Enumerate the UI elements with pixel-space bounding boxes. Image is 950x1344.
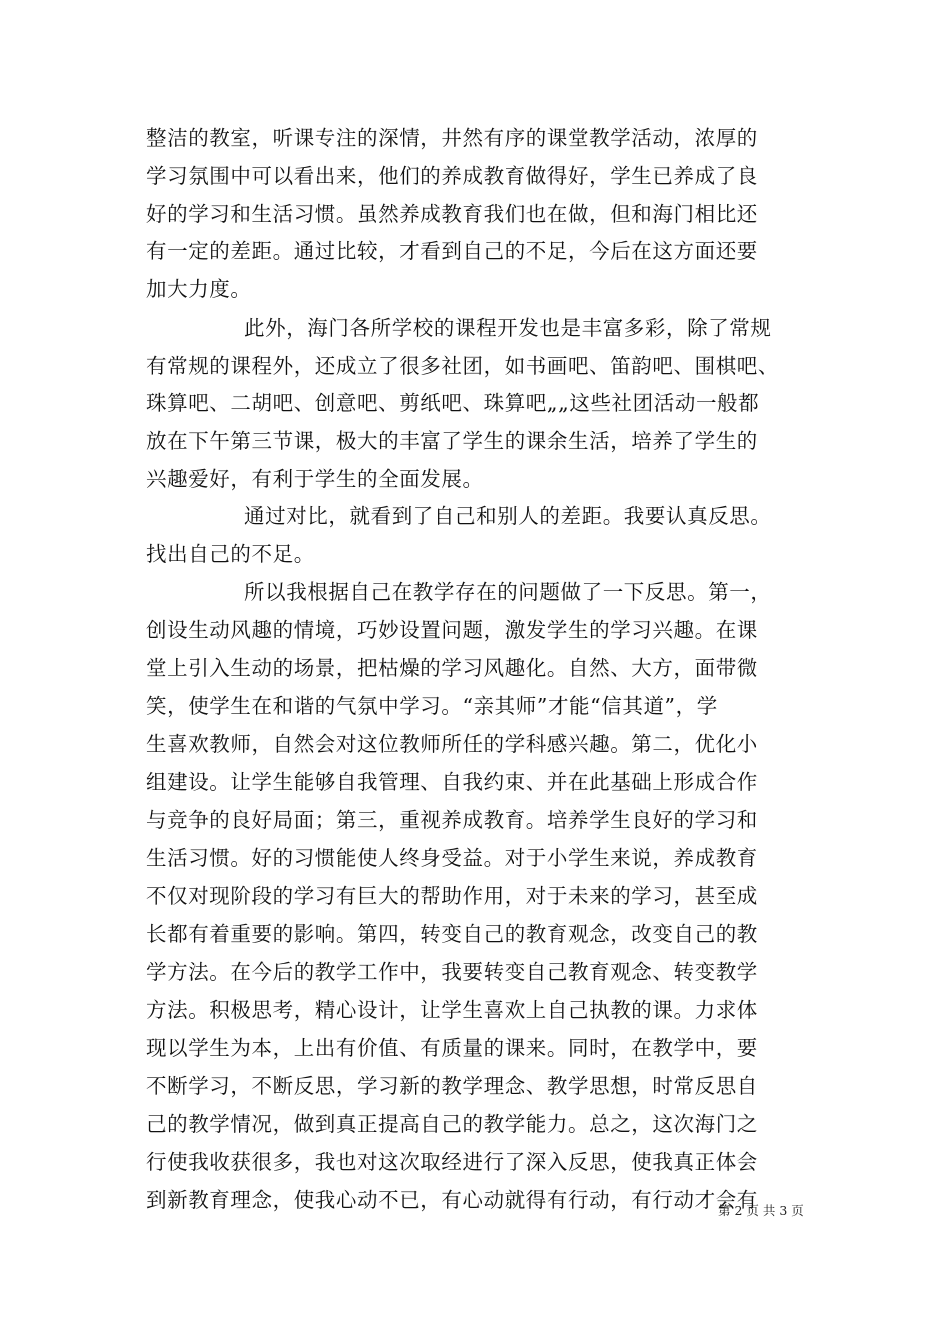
- body-text-line: 整洁的教室，听课专注的深情，井然有序的课堂教学活动，浓厚的: [146, 126, 758, 150]
- body-text-line: 放在下午第三节课，极大的丰富了学生的课余生活，培养了学生的: [146, 429, 758, 453]
- body-text-line: 方法。积极思考，精心设计，让学生喜欢上自己执教的课。力求体: [146, 998, 758, 1022]
- body-text-line: 长都有着重要的影响。第四，转变自己的教育观念，改变自己的教: [146, 922, 758, 946]
- body-text-line: 不仅对现阶段的学习有巨大的帮助作用，对于未来的学习，甚至成: [146, 884, 758, 908]
- page-number-footer: 第 2 页 共 3 页: [718, 1203, 804, 1218]
- body-text-line: 珠算吧、二胡吧、创意吧、剪纸吧、珠算吧„„这些社团活动一般都: [146, 391, 760, 415]
- body-text-line: 笑，使学生在和谐的气氛中学习。“亲其师”才能“信其道”，学: [146, 694, 718, 718]
- body-text-line: 找出自己的不足。: [146, 542, 315, 566]
- body-text-line: 不断学习，不断反思，学习新的教学理念、教学思想，时常反思自: [146, 1074, 758, 1098]
- paragraph-start-line: 所以我根据自己在教学存在的问题做了一下反思。第一，: [244, 580, 772, 604]
- body-text-line: 学方法。在今后的教学工作中，我要转变自己教育观念、转变教学: [146, 960, 758, 984]
- body-text-line: 创设生动风趣的情境，巧妙设置问题，激发学生的学习兴趣。在课: [146, 618, 758, 642]
- body-text-line: 到新教育理念，使我心动不已，有心动就得有行动，有行动才会有: [146, 1188, 758, 1212]
- body-text-line: 己的教学情况，做到真正提高自己的教学能力。总之，这次海门之: [146, 1112, 758, 1136]
- body-text-line: 生喜欢教师，自然会对这位教师所任的学科感兴趣。第二，优化小: [146, 732, 758, 756]
- body-text-line: 好的学习和生活习惯。虽然养成教育我们也在做，但和海门相比还: [146, 202, 758, 226]
- body-text-line: 有常规的课程外，还成立了很多社团，如书画吧、笛韵吧、围棋吧、: [146, 354, 779, 378]
- body-text-line: 有一定的差距。通过比较，才看到自己的不足，今后在这方面还要: [146, 239, 758, 263]
- body-text-line: 生活习惯。好的习惯能使人终身受益。对于小学生来说，养成教育: [146, 846, 758, 870]
- body-text-line: 行使我收获很多，我也对这次取经进行了深入反思，使我真正体会: [146, 1150, 758, 1174]
- paragraph-start-line: 此外，海门各所学校的课程开发也是丰富多彩，除了常规: [244, 316, 772, 340]
- body-text-line: 学习氛围中可以看出来，他们的养成教育做得好，学生已养成了良: [146, 164, 758, 188]
- body-text-line: 堂上引入生动的场景，把枯燥的学习风趣化。自然、大方，面带微: [146, 656, 758, 680]
- body-text-line: 与竞争的良好局面；第三，重视养成教育。培养学生良好的学习和: [146, 808, 758, 832]
- body-text-line: 兴趣爱好，有利于学生的全面发展。: [146, 467, 484, 491]
- body-text-line: 现以学生为本，上出有价值、有质量的课来。同时，在教学中，要: [146, 1036, 758, 1060]
- paragraph-start-line: 通过对比，就看到了自己和别人的差距。我要认真反思。: [244, 504, 772, 528]
- body-text-line: 组建设。让学生能够自我管理、自我约束、并在此基础上形成合作: [146, 770, 758, 794]
- body-text-line: 加大力度。: [146, 277, 252, 301]
